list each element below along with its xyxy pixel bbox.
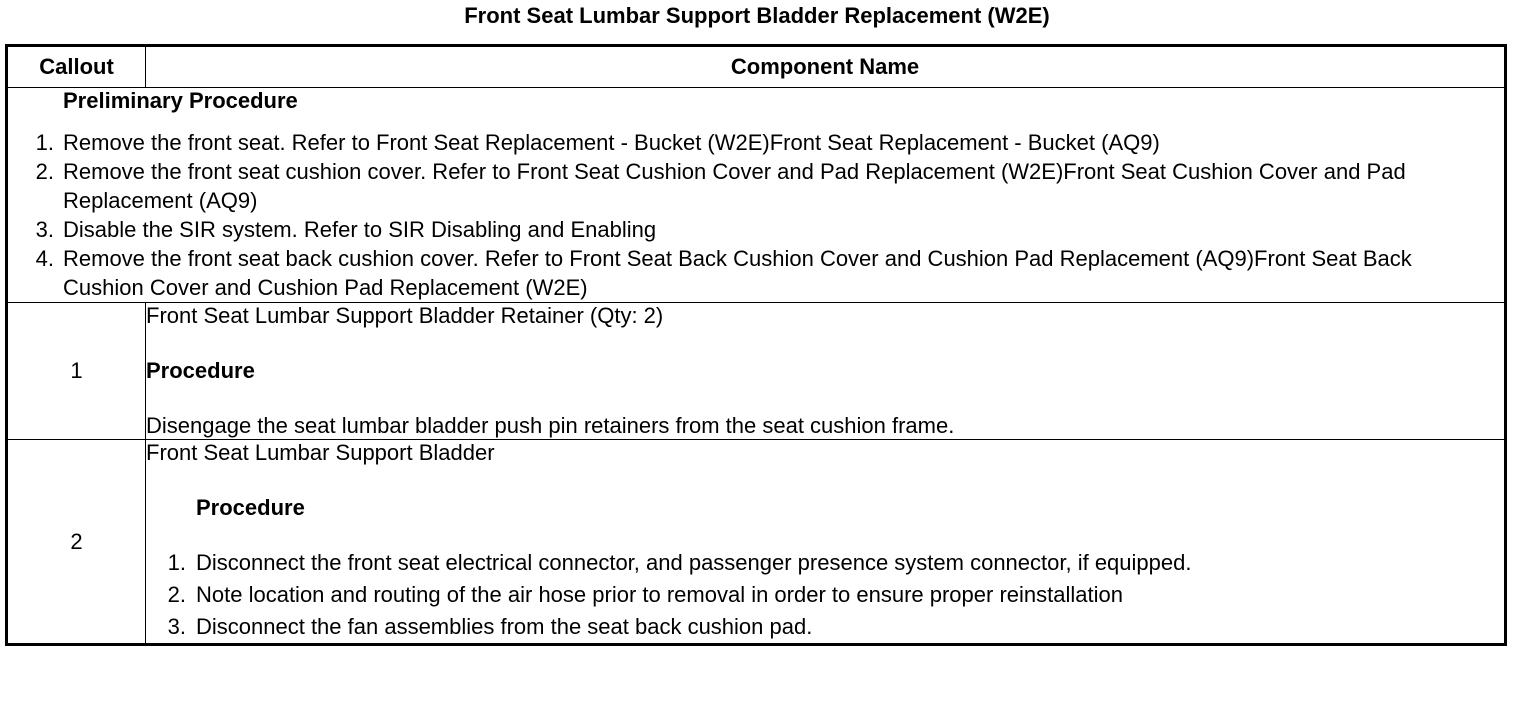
step-text: Disable the SIR system. Refer to SIR Disabling and Enabling [63, 217, 657, 242]
step-number: 3. [35, 217, 54, 242]
step-number: 3. [167, 614, 186, 639]
step-number: 2. [167, 582, 186, 607]
callout-cell: 1 [7, 303, 146, 440]
step-text: Remove the front seat. Refer to Front Seat Replacement - Bucket (W2E)Front Seat Replacement - Bucket (AQ9) [63, 130, 1160, 155]
step-number: 2. [35, 159, 54, 184]
page-title: Front Seat Lumbar Support Bladder Replacement (W2E) [464, 3, 1050, 28]
step-text: Disconnect the fan assemblies from the seat back cushion pad. [196, 614, 813, 639]
preliminary-heading: Preliminary Procedure [63, 88, 298, 113]
step-text: Note location and routing of the air hose prior to removal in order to ensure proper reinstallation [196, 582, 1123, 607]
header-row [7, 46, 1506, 88]
preliminary-row [7, 88, 1506, 303]
step-text: Disconnect the front seat electrical connector, and passenger presence system connector, if equipped. [196, 550, 1192, 575]
procedure-steps [146, 547, 1504, 643]
list-item [146, 611, 1504, 643]
step-text: Remove the front seat cushion cover. Refer to Front Seat Cushion Cover and Pad Replacement (W2E)Front Seat Cushion Cover and Pad Replacement (AQ9) [63, 159, 1406, 213]
list-item [8, 244, 1504, 302]
component-name: Front Seat Lumbar Support Bladder Retainer (Qty: 2) [146, 303, 664, 328]
table-row [7, 440, 1506, 645]
component-cell [146, 440, 1506, 645]
list-item [146, 579, 1504, 611]
step-number: 4. [35, 246, 54, 271]
procedure-table [5, 44, 1507, 646]
table-row [7, 303, 1506, 440]
list-item [8, 215, 1504, 244]
component-name: Front Seat Lumbar Support Bladder [146, 440, 495, 465]
procedure-heading: Procedure [146, 358, 255, 383]
callout-header: Callout [7, 46, 146, 88]
list-item [8, 157, 1504, 215]
preliminary-procedure [7, 88, 1506, 303]
preliminary-steps [8, 128, 1504, 302]
callout-cell: 2 [7, 440, 146, 645]
list-item [8, 128, 1504, 157]
procedure-heading: Procedure [196, 495, 305, 520]
step-text: Remove the front seat back cushion cover. Refer to Front Seat Back Cushion Cover and Cushion Pad Replacement (AQ9)Front Seat Back Cushion Cover and Cushion Pad Replacement (W2E) [63, 246, 1412, 300]
step-number: 1. [167, 550, 186, 575]
step-number: 1. [35, 130, 54, 155]
procedure-description: Disengage the seat lumbar bladder push pin retainers from the seat cushion frame. [146, 413, 955, 438]
component-name-header: Component Name [146, 46, 1506, 88]
list-item [146, 547, 1504, 579]
component-cell [146, 303, 1506, 440]
